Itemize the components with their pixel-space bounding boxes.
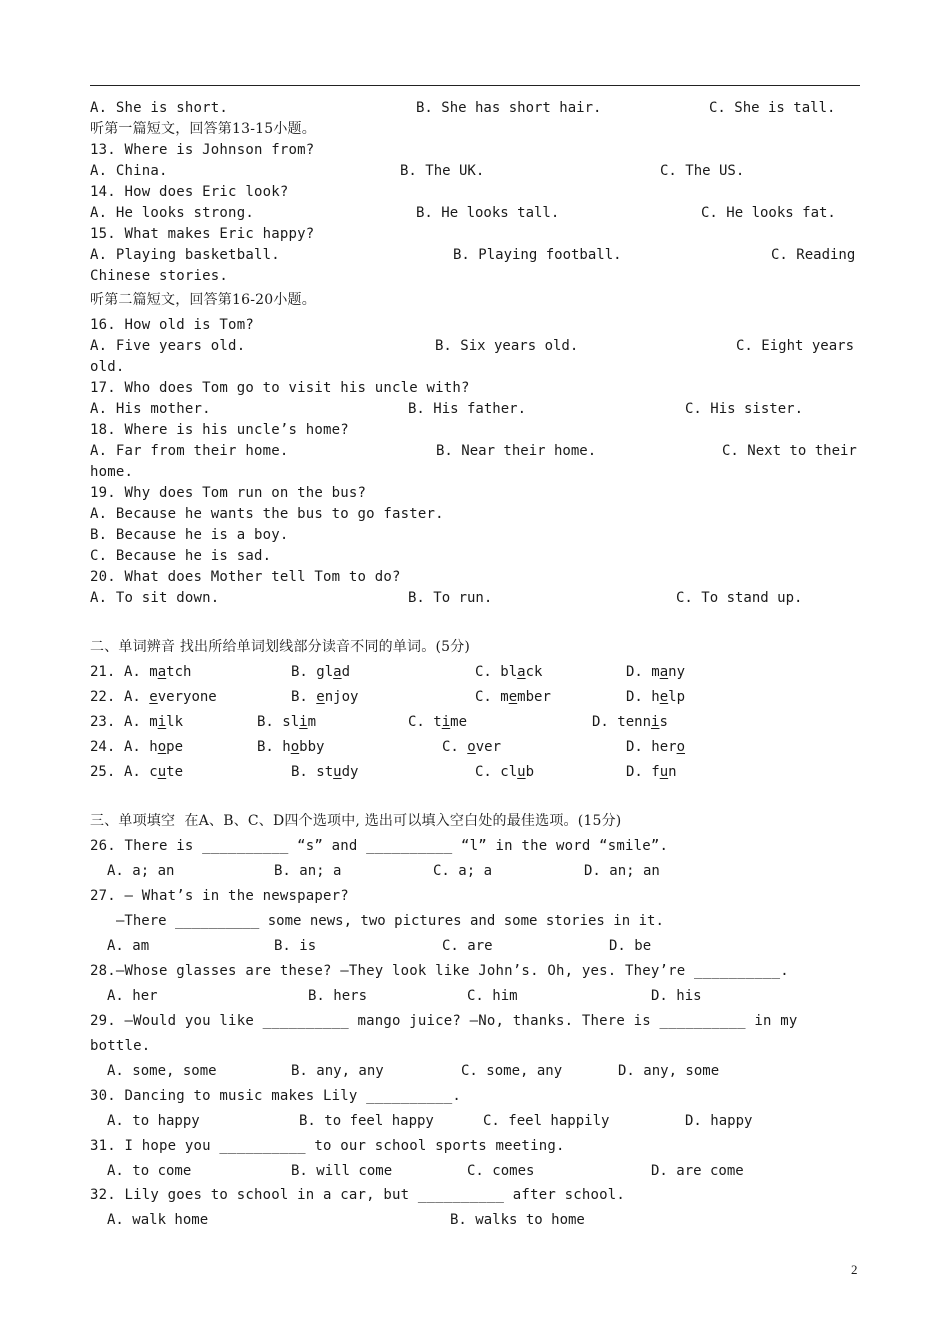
q15-option-c-wrap: Chinese stories. <box>90 268 229 284</box>
phonics-option: B. glad <box>291 664 351 680</box>
phonics-question-number: 23. <box>90 714 116 730</box>
q20-option-c: C. To stand up. <box>676 590 803 606</box>
q18-stem: 18. Where is his uncle’s home? <box>90 422 349 438</box>
underlined-letter: e <box>149 689 158 705</box>
q20-stem: 20. What does Mother tell Tom to do? <box>90 569 401 585</box>
q32-option-b: B. walks to home <box>450 1212 585 1228</box>
q16-option-c-wrap: old. <box>90 359 125 375</box>
q17-option-c: C. His sister. <box>685 401 804 417</box>
q15-option-c: C. Reading <box>771 247 856 263</box>
phonics-question-number: 22. <box>90 689 116 705</box>
q16-stem: 16. How old is Tom? <box>90 317 254 333</box>
q20-option-a: A. To sit down. <box>90 590 220 606</box>
underlined-letter: e <box>316 689 325 705</box>
underlined-letter: u <box>157 764 167 780</box>
q31-option-b: B. will come <box>291 1163 393 1179</box>
q18-option-c: C. Next to their <box>722 443 857 459</box>
q14-option-a: A. He looks strong. <box>90 205 254 221</box>
q16-option-c: C. Eight years <box>736 338 855 354</box>
underlined-letter: i <box>441 714 451 730</box>
q17-option-a: A. His mother. <box>90 401 211 417</box>
q12-option-a: A. She is short. <box>90 100 229 116</box>
underlined-letter: i <box>299 714 308 730</box>
q32-stem: 32. Lily goes to school in a car, but __________ after school. <box>90 1187 625 1203</box>
phonics-option: C. member <box>475 689 551 705</box>
q13-option-c: C. The US. <box>660 163 745 179</box>
q30-stem: 30. Dancing to music makes Lily __________. <box>90 1088 462 1104</box>
phonics-option: D. many <box>626 664 686 680</box>
underlined-letter: a <box>517 664 526 680</box>
q19-stem: 19. Why does Tom run on the bus? <box>90 485 367 501</box>
q13-option-a: A. China. <box>90 163 168 179</box>
q32-option-a: A. walk home <box>107 1212 209 1228</box>
q28-option-a: A. her <box>107 988 158 1004</box>
q19-option-b: B. Because he is a boy. <box>90 527 289 543</box>
q12-option-b: B. She has short hair. <box>416 100 602 116</box>
phonics-option: D. help <box>626 689 686 705</box>
phonics-option: C. time <box>408 714 468 730</box>
underlined-letter: o <box>157 739 167 755</box>
underlined-letter: a <box>659 664 669 680</box>
q27-option-d: D. be <box>609 938 652 954</box>
phonics-option: D. fun <box>626 764 677 780</box>
phonics-heading: 二、单词辨音 找出所给单词划线部分读音不同的单词。(5分) <box>90 639 471 655</box>
phonics-question-number: 25. <box>90 764 116 780</box>
underlined-letter: i <box>157 714 167 730</box>
phonics-option: B. study <box>291 764 359 780</box>
q26-option-c: C. a; a <box>433 863 493 879</box>
phonics-question-number: 21. <box>90 664 116 680</box>
underlined-letter: u <box>333 764 342 780</box>
q12-option-c: C. She is tall. <box>709 100 836 116</box>
q17-option-b: B. His father. <box>408 401 527 417</box>
q18-option-b: B. Near their home. <box>436 443 597 459</box>
underlined-letter: a <box>157 664 167 680</box>
header-rule <box>90 85 860 86</box>
q26-option-b: B. an; a <box>274 863 342 879</box>
q15-stem: 15. What makes Eric happy? <box>90 226 315 242</box>
q19-option-c: C. Because he is sad. <box>90 548 272 564</box>
q20-option-b: B. To run. <box>408 590 493 606</box>
q31-stem: 31. I hope you __________ to our school sports meeting. <box>90 1138 565 1154</box>
phonics-option: A. everyone <box>124 689 217 705</box>
q31-option-d: D. are come <box>651 1163 744 1179</box>
q29-option-b: B. any, any <box>291 1063 384 1079</box>
underlined-letter: a <box>333 664 342 680</box>
q28-option-b: B. hers <box>308 988 368 1004</box>
q19-option-a: A. Because he wants the bus to go faster. <box>90 506 444 522</box>
q29-option-a: A. some, some <box>107 1063 217 1079</box>
passage2-heading: 听第二篇短文，回答第16-20小题。 <box>90 292 316 308</box>
q29-stem-wrap: bottle. <box>90 1038 151 1054</box>
passage1-heading: 听第一篇短文，回答第13-15小题。 <box>90 121 316 137</box>
underlined-letter: o <box>676 739 686 755</box>
q27-option-c: C. are <box>442 938 493 954</box>
q27-option-b: B. is <box>274 938 317 954</box>
phonics-option: A. match <box>124 664 192 680</box>
phonics-option: A. milk <box>124 714 184 730</box>
q14-stem: 14. How does Eric look? <box>90 184 289 200</box>
q15-option-b: B. Playing football. <box>453 247 622 263</box>
q14-option-b: B. He looks tall. <box>416 205 560 221</box>
phonics-option: B. hobby <box>257 739 325 755</box>
q29-stem: 29. —Would you like __________ mango juice? —No, thanks. There is __________ in my <box>90 1013 798 1029</box>
phonics-option: B. slim <box>257 714 317 730</box>
underlined-letter: e <box>508 689 518 705</box>
q18-option-a: A. Far from their home. <box>90 443 289 459</box>
q28-stem: 28.—Whose glasses are these? —They look like John’s. Oh, yes. They’re __________. <box>90 963 789 979</box>
q16-option-b: B. Six years old. <box>435 338 579 354</box>
phonics-option: C. black <box>475 664 543 680</box>
q30-option-b: B. to feel happy <box>299 1113 434 1129</box>
underlined-letter: e <box>659 689 669 705</box>
phonics-option: A. hope <box>124 739 184 755</box>
q29-option-d: D. any, some <box>618 1063 720 1079</box>
underlined-letter: o <box>290 739 300 755</box>
grammar-heading: 三、单项填空 在A、B、C、D四个选项中, 选出可以填入空白处的最佳选项。(15分) <box>90 813 622 829</box>
phonics-option: C. club <box>475 764 535 780</box>
q30-option-d: D. happy <box>685 1113 753 1129</box>
phonics-option: D. hero <box>626 739 686 755</box>
q13-stem: 13. Where is Johnson from? <box>90 142 315 158</box>
q26-option-a: A. a; an <box>107 863 175 879</box>
q27-stem: 27. — What’s in the newspaper? <box>90 888 349 904</box>
phonics-question-number: 24. <box>90 739 116 755</box>
q30-option-a: A. to happy <box>107 1113 200 1129</box>
q18-option-c-wrap: home. <box>90 464 134 480</box>
q31-option-a: A. to come <box>107 1163 192 1179</box>
underlined-letter: u <box>517 764 526 780</box>
q26-stem: 26. There is __________ “s” and __________ “l” in the word “smile”. <box>90 838 669 854</box>
q16-option-a: A. Five years old. <box>90 338 246 354</box>
q17-stem: 17. Who does Tom go to visit his uncle with? <box>90 380 470 396</box>
underlined-letter: u <box>659 764 669 780</box>
phonics-option: B. enjoy <box>291 689 359 705</box>
q30-option-c: C. feel happily <box>483 1113 610 1129</box>
underlined-letter: i <box>651 714 660 730</box>
q28-option-d: D. his <box>651 988 702 1004</box>
q27-stem-reply: —There __________ some news, two pictures and some stories in it. <box>116 913 664 929</box>
phonics-option: D. tennis <box>592 714 668 730</box>
q13-option-b: B. The UK. <box>400 163 485 179</box>
q14-option-c: C. He looks fat. <box>701 205 836 221</box>
q27-option-a: A. am <box>107 938 150 954</box>
underlined-letter: o <box>467 739 476 755</box>
page-number: 2 <box>851 1262 858 1277</box>
q31-option-c: C. comes <box>467 1163 535 1179</box>
q26-option-d: D. an; an <box>584 863 660 879</box>
phonics-option: C. over <box>442 739 502 755</box>
phonics-option: A. cute <box>124 764 184 780</box>
q15-option-a: A. Playing basketball. <box>90 247 280 263</box>
q28-option-c: C. him <box>467 988 518 1004</box>
q29-option-c: C. some, any <box>461 1063 563 1079</box>
